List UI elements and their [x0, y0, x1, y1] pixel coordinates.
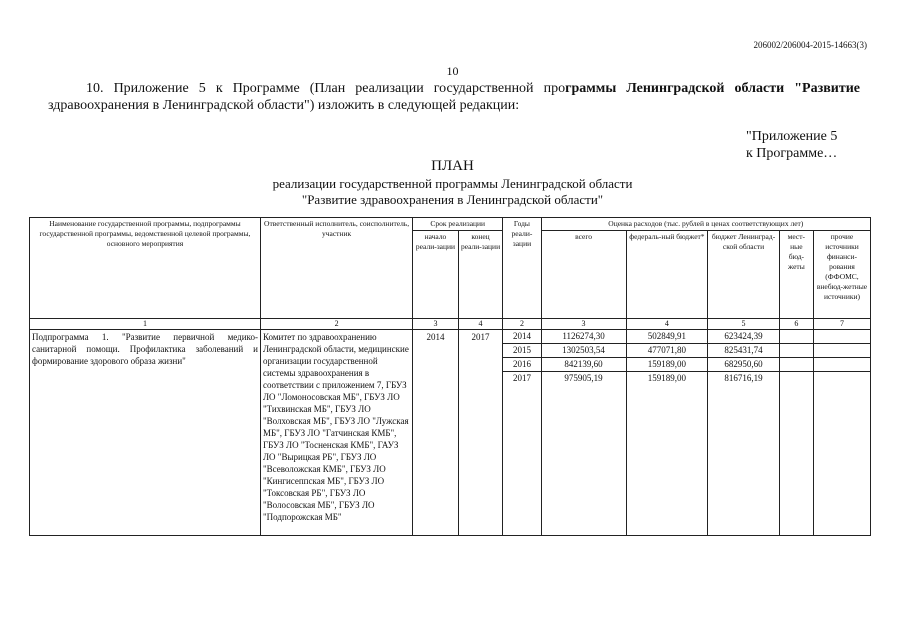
- col-num: 2: [503, 319, 541, 330]
- local-cell: [779, 344, 813, 358]
- appendix-reference: [746, 128, 837, 162]
- header-other: прочие источники финанси-рования (ФФОМС, внебюд-жетные источники): [813, 231, 870, 319]
- federal-cell: 477071,80: [626, 344, 708, 358]
- regional-cell: 682950,60: [708, 358, 779, 372]
- local-cell: [779, 358, 813, 372]
- other-cell: [813, 385, 870, 535]
- regional-cell: 623424,39: [708, 330, 779, 344]
- total-cell: 1126274,30: [541, 330, 626, 344]
- intro-text-3: здравоохранения в Ленинградской области") изложить в следующей редакции:: [48, 98, 520, 113]
- header-local: мест-ные бюд-жеты: [779, 231, 813, 319]
- regional-cell: 816716,19: [708, 372, 779, 386]
- header-end: конец реали-зации: [458, 231, 503, 319]
- intro-text-2: граммы Ленинградской области "Развитие: [565, 81, 860, 96]
- appendix-line-2: к Программе…: [746, 146, 838, 161]
- plan-subtitle-line-1: реализации государственной программы Ленинградской области: [272, 176, 633, 191]
- other-cell: [813, 330, 870, 344]
- local-cell: [779, 330, 813, 344]
- header-federal: федераль-ный бюджет*: [626, 231, 708, 319]
- total-cell: 975905,19: [541, 372, 626, 386]
- header-start: начало реали-зации: [413, 231, 459, 319]
- subprogram-executor: Комитет по здравоохранению Ленинградской области, медицинские организации государственной системы здравоохранения в соответствии с приложением 7, ГБУЗ ЛО "Ломоносовская МБ", ГБУЗ ЛО "Тихвинская МБ", ГБУЗ ЛО "Волховская МБ", ГБУЗ ЛО "Лужская МБ", ГБУЗ ЛО "Гатчинская КМБ", ГБУЗ ЛО "Тосненская КМБ", ГАУЗ ЛО "Вырицкая РБ", ГБУЗ ЛО "Всеволожская КМБ", ГБУЗ ЛО "Кингисеппская МБ", ГБУЗ ЛО "Токсовская РБ", ГБУЗ ЛО "Волосовская МБ", ГБУЗ ЛО "Подпорожская МБ": [260, 330, 412, 536]
- col-num: 7: [813, 319, 870, 330]
- term-start: 2014: [413, 330, 459, 536]
- header-costs: Оценка расходов (тыс. рублей в ценах соответствующих лет): [541, 218, 870, 231]
- col-num: 4: [626, 319, 708, 330]
- federal-cell: 502849,91: [626, 330, 708, 344]
- intro-paragraph: [48, 80, 860, 114]
- regional-cell: 825431,74: [708, 344, 779, 358]
- page-number: 10: [446, 64, 459, 78]
- col-num: 3: [413, 319, 459, 330]
- federal-cell: 159189,00: [626, 358, 708, 372]
- header-term: Срок реализации: [413, 218, 503, 231]
- column-number-row: [30, 319, 871, 330]
- plan-subtitle: [0, 176, 905, 208]
- header-years: Годы реали-зации: [503, 218, 541, 319]
- other-cell: [813, 372, 870, 386]
- total-cell: [541, 385, 626, 535]
- local-cell: [779, 385, 813, 535]
- intro-text-1: 10. Приложение 5 к Программе (План реализации государственной про: [86, 81, 566, 96]
- term-end: 2017: [458, 330, 503, 536]
- federal-cell: [626, 385, 708, 535]
- year-cell: 2016: [503, 358, 541, 372]
- regional-cell: [708, 385, 779, 535]
- plan-title: ПЛАН: [431, 158, 474, 174]
- header-total: всего: [541, 231, 626, 319]
- header-name: Наименование государственной программы, подпрограммы государственной программы, ведомственной целевой программы, основного мероприятия: [30, 218, 261, 319]
- local-cell: [779, 372, 813, 386]
- plan-subtitle-line-2: "Развитие здравоохранения в Ленинградской области": [301, 192, 604, 207]
- other-cell: [813, 358, 870, 372]
- total-cell: 842139,60: [541, 358, 626, 372]
- year-cell: 2015: [503, 344, 541, 358]
- document-id: 206002/206004-2015-14663(3): [753, 40, 867, 50]
- year-cell: 2017: [503, 372, 541, 386]
- plan-table: [29, 217, 871, 536]
- col-num: 6: [779, 319, 813, 330]
- header-regional: бюджет Ленинград-ской области: [708, 231, 779, 319]
- header-row-1: [30, 218, 871, 231]
- subprogram-name: Подпрограмма 1. "Развитие первичной медико-санитарной помощи. Профилактика заболеваний и формирование здорового образа жизни": [30, 330, 261, 536]
- total-cell: 1302503,54: [541, 344, 626, 358]
- table-row: [30, 330, 871, 344]
- appendix-line-1: "Приложение 5: [746, 129, 838, 144]
- col-num: 5: [708, 319, 779, 330]
- year-cell: [503, 385, 541, 535]
- col-num: 2: [260, 319, 412, 330]
- header-executor: Ответственный исполнитель, соисполнитель, участник: [260, 218, 412, 319]
- year-cell: 2014: [503, 330, 541, 344]
- federal-cell: 159189,00: [626, 372, 708, 386]
- col-num: 1: [30, 319, 261, 330]
- col-num: 4: [458, 319, 503, 330]
- col-num: 3: [541, 319, 626, 330]
- other-cell: [813, 344, 870, 358]
